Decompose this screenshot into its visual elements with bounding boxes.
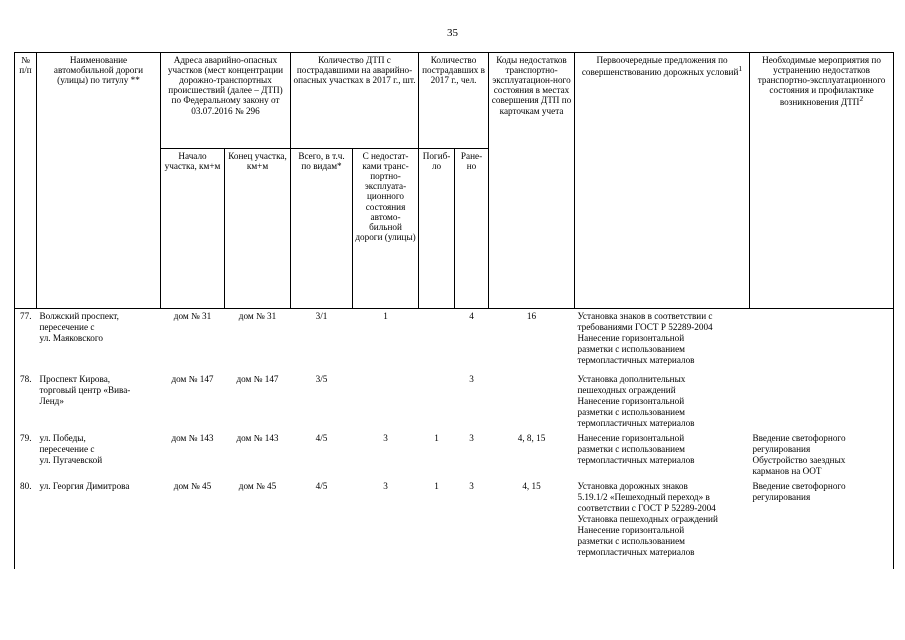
cell-road-line: торговый центр «Вива- xyxy=(39,385,131,396)
cell-proposals-line: разметки с использованием xyxy=(577,536,685,547)
header-addresses: Адреса аварийно-опасных участков (мест концентрации дорожно-транспортных происшествий (далее – ДТП) по Федеральному закону от 03.07.2016 № 296 xyxy=(161,53,291,149)
cell-road-line: Волжский проспект, xyxy=(39,311,119,321)
cell-road xyxy=(37,309,161,372)
cell-proposals-line: пешеходных ограждений xyxy=(577,385,676,396)
table-row xyxy=(15,431,894,479)
cell-proposals xyxy=(575,372,750,431)
table-body xyxy=(14,309,894,569)
cell-proposals xyxy=(575,309,750,372)
cell-codes: 4, 15 xyxy=(522,481,541,492)
cell-start: дом № 147 xyxy=(171,374,214,384)
cell-end: дом № 147 xyxy=(236,374,279,384)
cell-proposals-line: термопластичных материалов xyxy=(577,418,695,429)
cell-proposals xyxy=(575,479,750,569)
cell-proposals-line: Нанесение горизонтальной xyxy=(577,525,685,536)
cell-road xyxy=(37,431,161,479)
header-killed: Погиб-ло xyxy=(419,149,455,309)
cell-measures xyxy=(750,479,894,569)
cell-defects xyxy=(353,372,419,431)
cell-proposals-line: требованиями ГОСТ Р 52289-2004 xyxy=(577,322,713,333)
header-end: Конец участка, км+м xyxy=(225,149,291,309)
cell-measures-line: регулирования xyxy=(752,492,811,503)
cell-total: 3/1 xyxy=(315,311,328,321)
table-row xyxy=(15,372,894,431)
cell-road-line: ул. Пугачевской xyxy=(39,455,103,466)
cell-road-line: Проспект Кирова, xyxy=(39,374,111,384)
cell-start: дом № 31 xyxy=(173,311,212,321)
cell-codes xyxy=(489,372,575,431)
header-road-name: Наименование автомобильной дороги (улицы) по титулу ** xyxy=(37,53,161,309)
cell-road xyxy=(37,479,161,569)
cell-injured: 4 xyxy=(469,311,474,321)
cell-proposals-line: термопластичных материалов xyxy=(577,355,695,366)
cell-total: 3/5 xyxy=(315,374,328,384)
cell-measures-line: Введение светофорного xyxy=(752,481,846,492)
cell-road xyxy=(37,372,161,431)
cell-proposals-line: Установка знаков в соответствии с xyxy=(577,311,713,321)
cell-codes: 4, 8, 15 xyxy=(517,433,546,444)
header-dtp-count: Количество ДТП с пострадавшими на аварийно-опасных участках в 2017 г., шт. xyxy=(291,53,419,149)
cell-codes: 16 xyxy=(526,311,537,321)
header-measures-text: Необходимые мероприятия по устранению недостатков транспортно-эксплуатационного состояния и профилактике возникновения ДТП xyxy=(757,55,886,108)
header-codes: Коды недостатков транспортно-эксплуатацион-ного состояния в местах совершения ДТП по карточкам учета xyxy=(489,53,575,309)
header-victims: Количество пострадавших в 2017 г., чел. xyxy=(419,53,489,149)
table-row xyxy=(15,309,894,372)
header-with-defects: С недостат-ками транс-портно-эксплуата-ционного состояния автомо-бильной дороги (улицы) xyxy=(353,149,419,309)
cell-proposals-line: разметки с использованием xyxy=(577,444,685,455)
cell-total: 4/5 xyxy=(315,481,328,492)
cell-road-line: Ленд» xyxy=(39,396,64,407)
page-number: 35 xyxy=(447,27,458,39)
cell-start: дом № 45 xyxy=(173,481,212,492)
cell-killed: 1 xyxy=(434,481,439,492)
cell-proposals-line: Установка дорожных знаков xyxy=(577,481,688,492)
cell-killed xyxy=(419,309,455,372)
header-num: № п/п xyxy=(15,53,37,309)
cell-proposals-line: соответствии с ГОСТ Р 52289-2004 xyxy=(577,503,716,514)
cell-measures xyxy=(750,431,894,479)
cell-proposals-line: разметки с использованием xyxy=(577,407,685,418)
cell-injured: 3 xyxy=(469,374,474,384)
cell-injured: 3 xyxy=(469,481,474,492)
cell-num: 79. xyxy=(15,431,37,479)
cell-road-line: пересечение с xyxy=(39,322,95,333)
cell-measures xyxy=(750,372,894,431)
cell-proposals-line: термопластичных материалов xyxy=(577,547,695,558)
cell-proposals-line: Нанесение горизонтальной xyxy=(577,433,685,444)
cell-road-line: ул. Маяковского xyxy=(39,333,104,344)
cell-total: 4/5 xyxy=(315,433,328,444)
header-total: Всего, в т.ч. по видам* xyxy=(291,149,353,309)
cell-end: дом № 31 xyxy=(238,311,277,321)
cell-num: 77. xyxy=(15,309,37,372)
header-proposals-text: Первоочередные предложения по совершенствованию дорожных условий xyxy=(581,55,739,78)
cell-measures-line: карманов на ООТ xyxy=(752,466,822,477)
cell-measures-line: регулирования xyxy=(752,444,811,455)
cell-killed: 1 xyxy=(434,433,439,444)
cell-measures-line: Обустройство заездных xyxy=(752,455,846,466)
cell-measures-line: Введение светофорного xyxy=(752,433,846,444)
cell-proposals xyxy=(575,431,750,479)
cell-proposals-line: термопластичных материалов xyxy=(577,455,695,466)
cell-proposals-line: разметки с использованием xyxy=(577,344,685,355)
header-injured: Ране-но xyxy=(455,149,489,309)
cell-proposals-line: Нанесение горизонтальной xyxy=(577,396,685,407)
cell-num: 78. xyxy=(15,372,37,431)
cell-measures xyxy=(750,309,894,372)
table-header xyxy=(14,52,894,309)
header-measures-sup: 2 xyxy=(859,94,864,104)
cell-proposals-line: Установка дополнительных xyxy=(577,374,686,384)
cell-defects: 1 xyxy=(383,311,388,321)
header-start: Начало участка, км+м xyxy=(161,149,225,309)
header-proposals xyxy=(575,53,750,309)
cell-road-line: ул. Победы, xyxy=(39,433,86,444)
header-measures xyxy=(750,53,894,309)
table-row xyxy=(15,479,894,569)
cell-start: дом № 143 xyxy=(171,433,214,444)
header-proposals-sup: 1 xyxy=(738,64,743,74)
cell-proposals-line: 5.19.1/2 «Пешеходный переход» в xyxy=(577,492,710,503)
cell-num: 80. xyxy=(15,479,37,569)
cell-injured: 3 xyxy=(469,433,474,444)
cell-defects: 3 xyxy=(383,481,388,492)
cell-road-line: пересечение с xyxy=(39,444,95,455)
cell-killed xyxy=(419,372,455,431)
cell-defects: 3 xyxy=(383,433,388,444)
cell-end: дом № 45 xyxy=(238,481,277,492)
cell-road-line: ул. Георгия Димитрова xyxy=(39,481,130,492)
cell-proposals-line: Установка пешеходных ограждений xyxy=(577,514,718,525)
cell-proposals-line: Нанесение горизонтальной xyxy=(577,333,685,344)
cell-end: дом № 143 xyxy=(236,433,279,444)
